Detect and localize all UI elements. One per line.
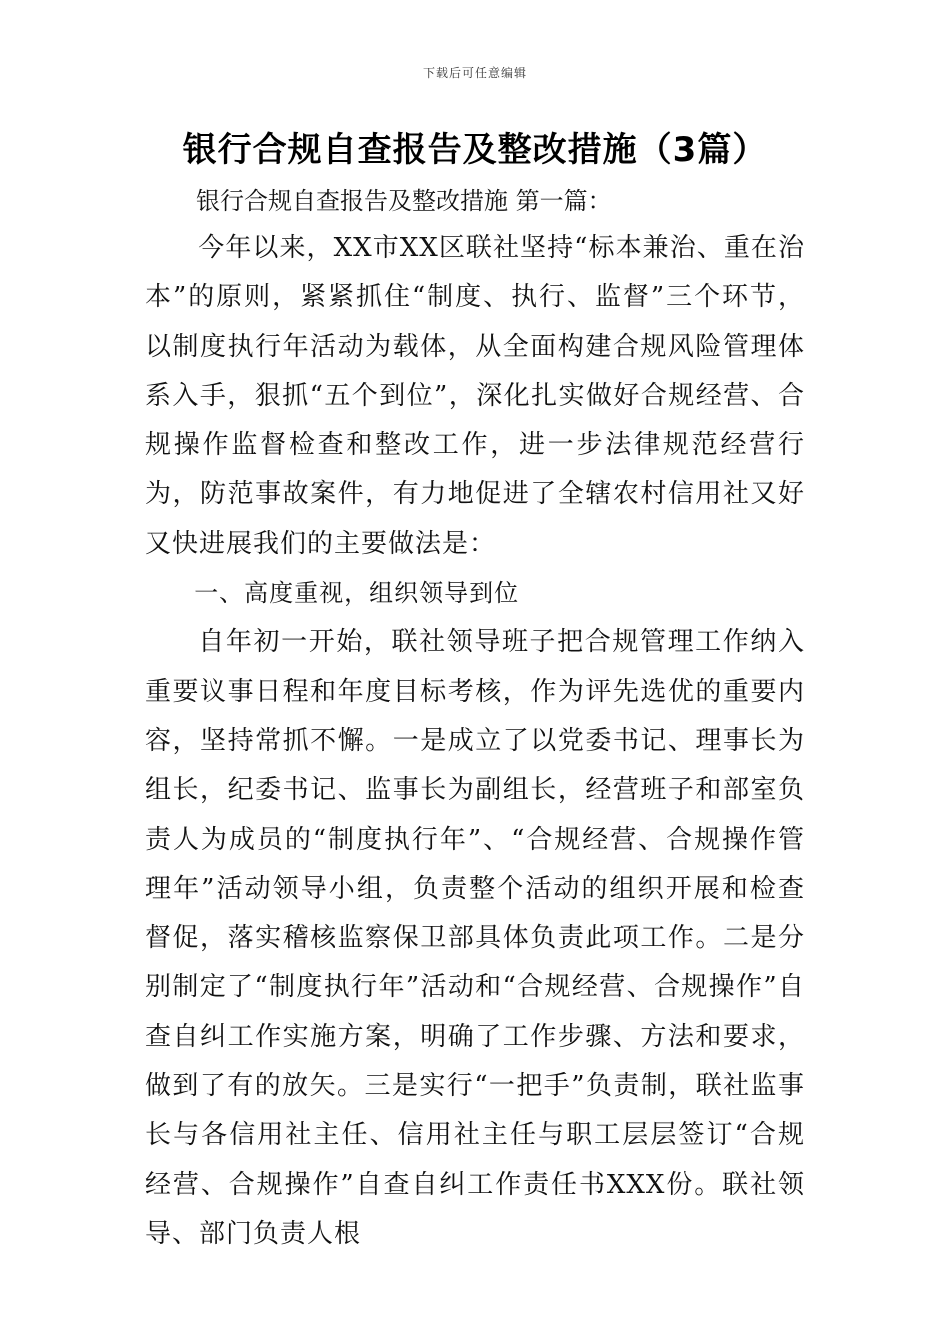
section-subtitle: 银行合规自查报告及整改措施 第一篇： [196, 187, 612, 215]
paragraph-intro: 今年以来，XX市XX区联社坚持“标本兼治、重在治本”的原则，紧紧抓住“制度、执行、监督”三个环节，以制度执行年活动为载体，从全面构建合规风险管理体系入手，狠抓“五个到位”，深化扎实做好合规经营、合规操作监督检查和整改工作，进一步法律规范经营行为，防范事故案件，有力地促进了全辖农村信用社又好又快进展我们的主要做法是： [145, 233, 805, 559]
document-body [145, 224, 805, 1259]
section-heading: 一、高度重视，组织领导到位 [194, 579, 520, 608]
paragraph-body: 自年初一开始，联社领导班子把合规管理工作纳入重要议事日程和年度目标考核，作为评先选优的重要内容，坚持常抓不懈。一是成立了以党委书记、理事长为组长，纪委书记、监事长为副组长，经营班子和部室负责人为成员的“制度执行年”、“合规经营、合规操作管理年”活动领导小组，负责整个活动的组织开展和检查督促，落实稽核监察保卫部具体负责此项工作。二是分别制定了“制度执行年”活动和“合规经营、合规操作”自查自纠工作实施方案，明确了工作步骤、方法和要求，做到了有的放矢。三是实行“一把手”负责制，联社监事长与各信用社主任、信用社主任与职工层层签订“合规经营、合规操作”自查自纠工作责任书XXX份。联社领导、部门负责人根 [145, 627, 805, 1249]
header-note: 下载后可任意编辑 [422, 66, 527, 80]
document-title: 银行合规自查报告及整改措施（3篇） [182, 130, 768, 170]
